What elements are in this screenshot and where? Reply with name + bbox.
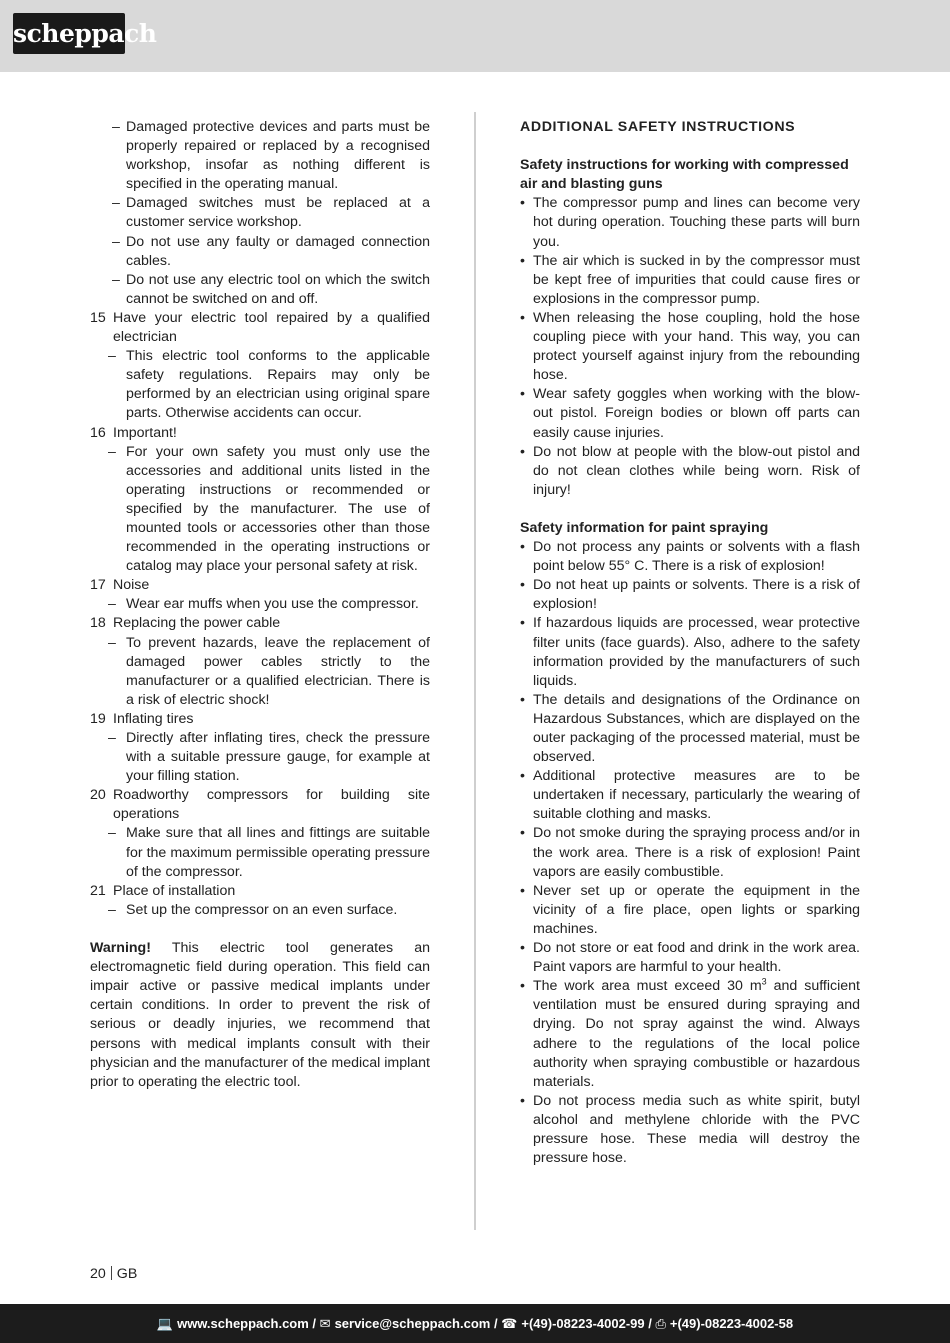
compressed-air-title: Safety instructions for working with compressed air and blasting guns: [520, 157, 849, 193]
item-marker: –: [112, 233, 120, 250]
sub-item: [90, 595, 430, 614]
item-text: Have your electric tool repaired by a qualified electrician: [113, 309, 430, 346]
dash-item: [90, 118, 430, 194]
numbered-item: [90, 424, 430, 443]
footer-email[interactable]: service@scheppach.com: [334, 1316, 491, 1331]
item-text: Damaged protective devices and parts must be properly repaired or replaced by a recognised workshop, insofar as nothing different is specified in the operating manual.: [126, 119, 430, 193]
item-text: Inflating tires: [113, 710, 194, 727]
item-text: Do not use any faulty or damaged connection cables.: [126, 233, 430, 269]
superscript: 3: [761, 976, 767, 987]
item-marker: •: [520, 386, 525, 403]
right-column: [520, 118, 860, 1168]
item-text: When releasing the hose coupling, hold the hose coupling piece with your hand. This way, you can protect yourself against injury from the rebounding hose.: [533, 309, 860, 384]
sub-item: [90, 634, 430, 710]
item-text: If hazardous liquids are processed, wear protective filter units (face guards). Also, adhere to the safety information provided by the manufacturers of such liquids.: [533, 615, 860, 689]
sub-item: [90, 901, 430, 920]
numbered-item: [90, 786, 430, 824]
item-marker: –: [112, 271, 120, 288]
item-text: Set up the compressor on an even surface.: [126, 901, 398, 918]
item-text: Do not process any paints or solvents with a flash point below 55° C. There is a risk of explosion!: [533, 539, 860, 575]
item-marker: •: [520, 825, 525, 842]
item-text: Place of installation: [113, 882, 236, 899]
column-divider: [474, 112, 476, 1230]
bullet-text: Do not process media such as white spirit, butyl alcohol and methylene chloride with the PVC pressure hose. These media will destroy the pressure hose.: [533, 1092, 860, 1167]
page-number: [90, 1265, 137, 1284]
bullet-item: [520, 977, 860, 1092]
item-text: The air which is sucked in by the compressor must be kept free of impurities that could cause fires or explosions in the compressor pump.: [533, 252, 860, 307]
item-marker: –: [108, 730, 116, 746]
item-marker: •: [520, 768, 525, 785]
item-marker: 17: [90, 577, 106, 594]
item-marker: –: [108, 634, 116, 651]
item-marker: •: [520, 882, 525, 899]
bullet-marker: •: [520, 978, 525, 995]
work-area-text: The work area must exceed 30 m: [533, 978, 762, 995]
item-text: Make sure that all lines and fittings are suitable for the maximum permissible operating pressure of the compressor.: [126, 825, 430, 880]
item-marker: •: [520, 195, 525, 212]
numbered-item: [90, 576, 430, 595]
warning-text: This electric tool generates an electromagnetic field during operation. This field can impair active or passive medical implants under certain conditions. In order to prevent the risk of serious or deadly injuries, we recommend that persons with medical implants consult with their physician and the manufacturer of the medical implant prior to operating the electric tool.: [90, 940, 430, 1090]
sub-item: [90, 729, 430, 786]
scheppach-logo: scheppach: [13, 13, 125, 54]
item-text: Do not blow at people with the blow-out pistol and do not clean clothes while being worn. Risk of injury!: [533, 443, 860, 498]
computer-icon: 💻: [156, 1316, 174, 1331]
item-text: Roadworthy compressors for building site operations: [113, 787, 430, 823]
mail-icon: ✉: [319, 1316, 331, 1331]
item-text: For your own safety you must only use the accessories and additional units listed in the operating instructions or recommended or specified by the manufacturer. The use of mounted tools or accessories other than those recommended in the operating instructions or catalog may place your personal safety at risk.: [126, 443, 430, 575]
numbered-item: [90, 309, 430, 347]
numbered-item: [90, 614, 430, 633]
item-text: Never set up or operate the equipment in the vicinity of a fire place, open lights or sparking machines.: [533, 882, 860, 937]
item-marker: •: [520, 539, 525, 556]
item-marker: 16: [90, 424, 106, 441]
item-text: Do not store or eat food and drink in the work area. Paint vapors are harmful to your health.: [533, 940, 860, 976]
page-separator: [111, 1266, 112, 1280]
item-text: Wear safety goggles when working with the blow-out pistol. Foreign bodies or blown off parts can easily cause injuries.: [533, 386, 860, 441]
item-marker: –: [112, 195, 120, 212]
bullet-item: [520, 309, 860, 385]
item-marker: •: [520, 940, 525, 957]
page-number-value: 20: [90, 1266, 106, 1282]
item-text: This electric tool conforms to the applicable safety regulations. Repairs may only be performed by an electrician using original spare parts. Otherwise accidents can occur.: [126, 348, 430, 422]
item-text: Do not heat up paints or solvents. There is a risk of explosion!: [533, 577, 860, 613]
item-marker: •: [520, 252, 525, 269]
sub-item: [90, 347, 430, 423]
footer-website[interactable]: www.scheppach.com: [177, 1316, 309, 1331]
header-bar: [0, 0, 950, 72]
section-heading: ADDITIONAL SAFETY INSTRUCTIONS: [520, 119, 796, 135]
bullet-item: [520, 252, 860, 309]
fax-icon: ⎙: [655, 1316, 666, 1331]
item-marker: 18: [90, 615, 106, 632]
item-text: The compressor pump and lines can become very hot during operation. Touching these parts will burn you.: [533, 195, 860, 250]
item-text: To prevent hazards, leave the replacement of damaged power cables strictly to the manufacturer or a qualified electrician. There is a risk of electric shock!: [126, 634, 430, 708]
bullet-item: [520, 576, 860, 614]
item-text: Important!: [113, 424, 177, 441]
item-marker: •: [520, 577, 525, 594]
item-marker: •: [520, 691, 525, 708]
item-marker: 20: [90, 787, 106, 804]
numbered-item: [90, 882, 430, 901]
dash-item: [90, 271, 430, 309]
item-text: Do not use any electric tool on which the switch cannot be switched on and off.: [126, 271, 430, 307]
item-text: Do not smoke during the spraying process and/or in the work area. There is a risk of explosion! Paint vapors are easily combustible.: [533, 825, 860, 880]
footer-bar: 💻 www.scheppach.com / ✉ service@scheppach.com / ☎ +(49)-08223-4002-99 / ⎙ +(49)-08223-4002-58: [0, 1304, 950, 1343]
bullet-item: [520, 614, 860, 690]
item-text: Directly after inflating tires, check the pressure with a suitable pressure gauge, for example at your filling station.: [126, 730, 430, 785]
paint-spraying-title: Safety information for paint spraying: [520, 519, 769, 536]
footer-fax: +(49)-08223-4002-58: [669, 1316, 794, 1331]
bullet-item: [520, 939, 860, 977]
bullet-marker: •: [520, 1092, 525, 1109]
left-column: [90, 118, 430, 1092]
item-text: Wear ear muffs when you use the compressor.: [126, 596, 419, 613]
item-marker: 21: [90, 882, 106, 899]
bullet-item: [520, 882, 860, 939]
item-marker: 15: [90, 309, 106, 326]
item-marker: 19: [90, 710, 106, 727]
item-text: Noise: [113, 577, 150, 594]
item-text: The details and designations of the Ordinance on Hazardous Substances, which are displayed on the outer packaging of the processed material, must be observed.: [533, 691, 860, 766]
language-code: GB: [116, 1266, 138, 1282]
item-marker: –: [108, 825, 116, 842]
bullet-item: [520, 538, 860, 576]
warning-paragraph: [90, 939, 430, 1092]
bullet-item: [520, 443, 860, 500]
safety-list: [90, 118, 430, 920]
item-text: Damaged switches must be replaced at a customer service workshop.: [126, 195, 430, 231]
dash-item: [90, 194, 430, 232]
item-marker: –: [108, 596, 116, 613]
item-text: Additional protective measures are to be undertaken if necessary, particularly the wearing of suitable clothing and masks.: [533, 768, 860, 823]
item-marker: –: [112, 119, 120, 135]
footer-phone: +(49)-08223-4002-99: [521, 1316, 645, 1331]
numbered-item: [90, 710, 430, 729]
bullet-item: [520, 824, 860, 881]
sub-item: [90, 824, 430, 881]
item-marker: •: [520, 443, 525, 460]
phone-icon: ☎: [501, 1316, 518, 1331]
item-marker: –: [108, 901, 116, 918]
warning-label: Warning!: [90, 940, 151, 957]
bullet-item: [520, 691, 860, 767]
paint-spraying-list: [520, 538, 860, 977]
bullet-item: [520, 385, 860, 442]
sub-item: [90, 443, 430, 577]
bullet-item: [520, 767, 860, 824]
item-marker: •: [520, 309, 525, 326]
bullet-item: [520, 1092, 860, 1168]
compressed-air-list: [520, 194, 860, 500]
work-area-text-rest: and sufficient ventilation must be ensured during spraying and drying. Do not spray against the wind. Always adhere to the regulations of the local police authority when spraying combustible or hazardous materials.: [533, 978, 860, 1090]
item-marker: •: [520, 615, 525, 632]
dash-item: [90, 233, 430, 271]
bullet-item: [520, 194, 860, 251]
item-marker: –: [108, 348, 116, 365]
item-marker: –: [108, 443, 116, 460]
item-text: Replacing the power cable: [113, 615, 281, 632]
